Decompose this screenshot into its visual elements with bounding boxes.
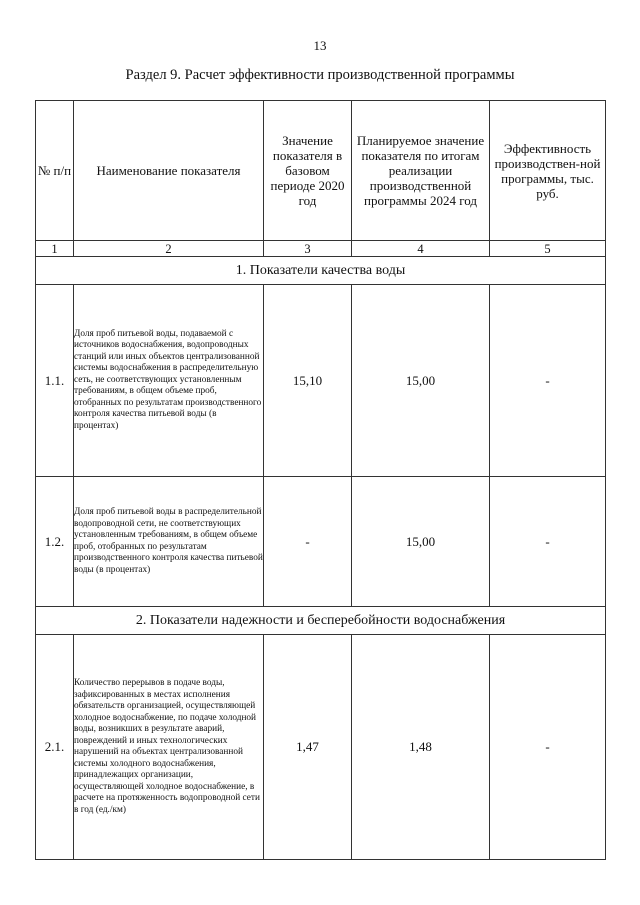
group-header-row	[36, 257, 606, 285]
row-number: 1.1.	[36, 285, 74, 477]
base-value: 1,47	[264, 635, 352, 860]
indicator-name: Количество перерывов в подаче воды, зафиксированных в местах исполнения обязательств организацией, осуществляющей холодное водоснабжение, по подаче холодной воды, возникших в результате аварий, повреждений и иных технологических нарушений на объектах централизованной системы холодного водоснабжения, принадлежащих организации, осуществляющей холодное водоснабжение, в расчете на протяженность водопроводной сети в год (ед./км)	[74, 635, 264, 860]
base-value: -	[264, 477, 352, 607]
efficiency-value: -	[490, 635, 606, 860]
column-number: 4	[352, 241, 490, 257]
planned-value: 1,48	[352, 635, 490, 860]
column-number: 1	[36, 241, 74, 257]
header-cell-efficiency: Эффективность производствен-ной программы, тыс. руб.	[490, 101, 606, 241]
table-row	[36, 635, 606, 860]
header-cell-planned-value: Планируемое значение показателя по итогам реализации производственной программы 2024 год	[352, 101, 490, 241]
column-number: 3	[264, 241, 352, 257]
row-number: 2.1.	[36, 635, 74, 860]
header-cell-name: Наименование показателя	[74, 101, 264, 241]
planned-value: 15,00	[352, 285, 490, 477]
efficiency-table	[35, 100, 606, 860]
planned-value: 15,00	[352, 477, 490, 607]
efficiency-value: -	[490, 477, 606, 607]
section-title: Раздел 9. Расчет эффективности производственной программы	[125, 67, 515, 83]
group-header-row	[36, 607, 606, 635]
header-row	[36, 101, 606, 241]
group-title: 1. Показатели качества воды	[36, 257, 606, 285]
column-number: 2	[74, 241, 264, 257]
table-row	[36, 477, 606, 607]
table-row	[36, 285, 606, 477]
group-title: 2. Показатели надежности и бесперебойности водоснабжения	[36, 607, 606, 635]
indicator-name: Доля проб питьевой воды, подаваемой с источников водоснабжения, водопроводных станций или иных объектов централизованной системы водоснабжения в распределительную сеть, не соответствующих установленным требованиям, в общем объеме проб, отобранных по результатам производственного контроля качества питьевой воды (в процентах)	[74, 285, 264, 477]
row-number: 1.2.	[36, 477, 74, 607]
column-number: 5	[490, 241, 606, 257]
efficiency-value: -	[490, 285, 606, 477]
page-number: 13	[313, 38, 327, 53]
header-cell-number: № п/п	[36, 101, 74, 241]
base-value: 15,10	[264, 285, 352, 477]
header-cell-base-value: Значение показателя в базовом периоде 2020 год	[264, 101, 352, 241]
indicator-name: Доля проб питьевой воды в распределительной водопроводной сети, не соответствующих установленным требованиям, в общем объеме проб, отобранных по результатам производственного контроля качества питьевой воды (в процентах)	[74, 477, 264, 607]
column-number-row	[36, 241, 606, 257]
